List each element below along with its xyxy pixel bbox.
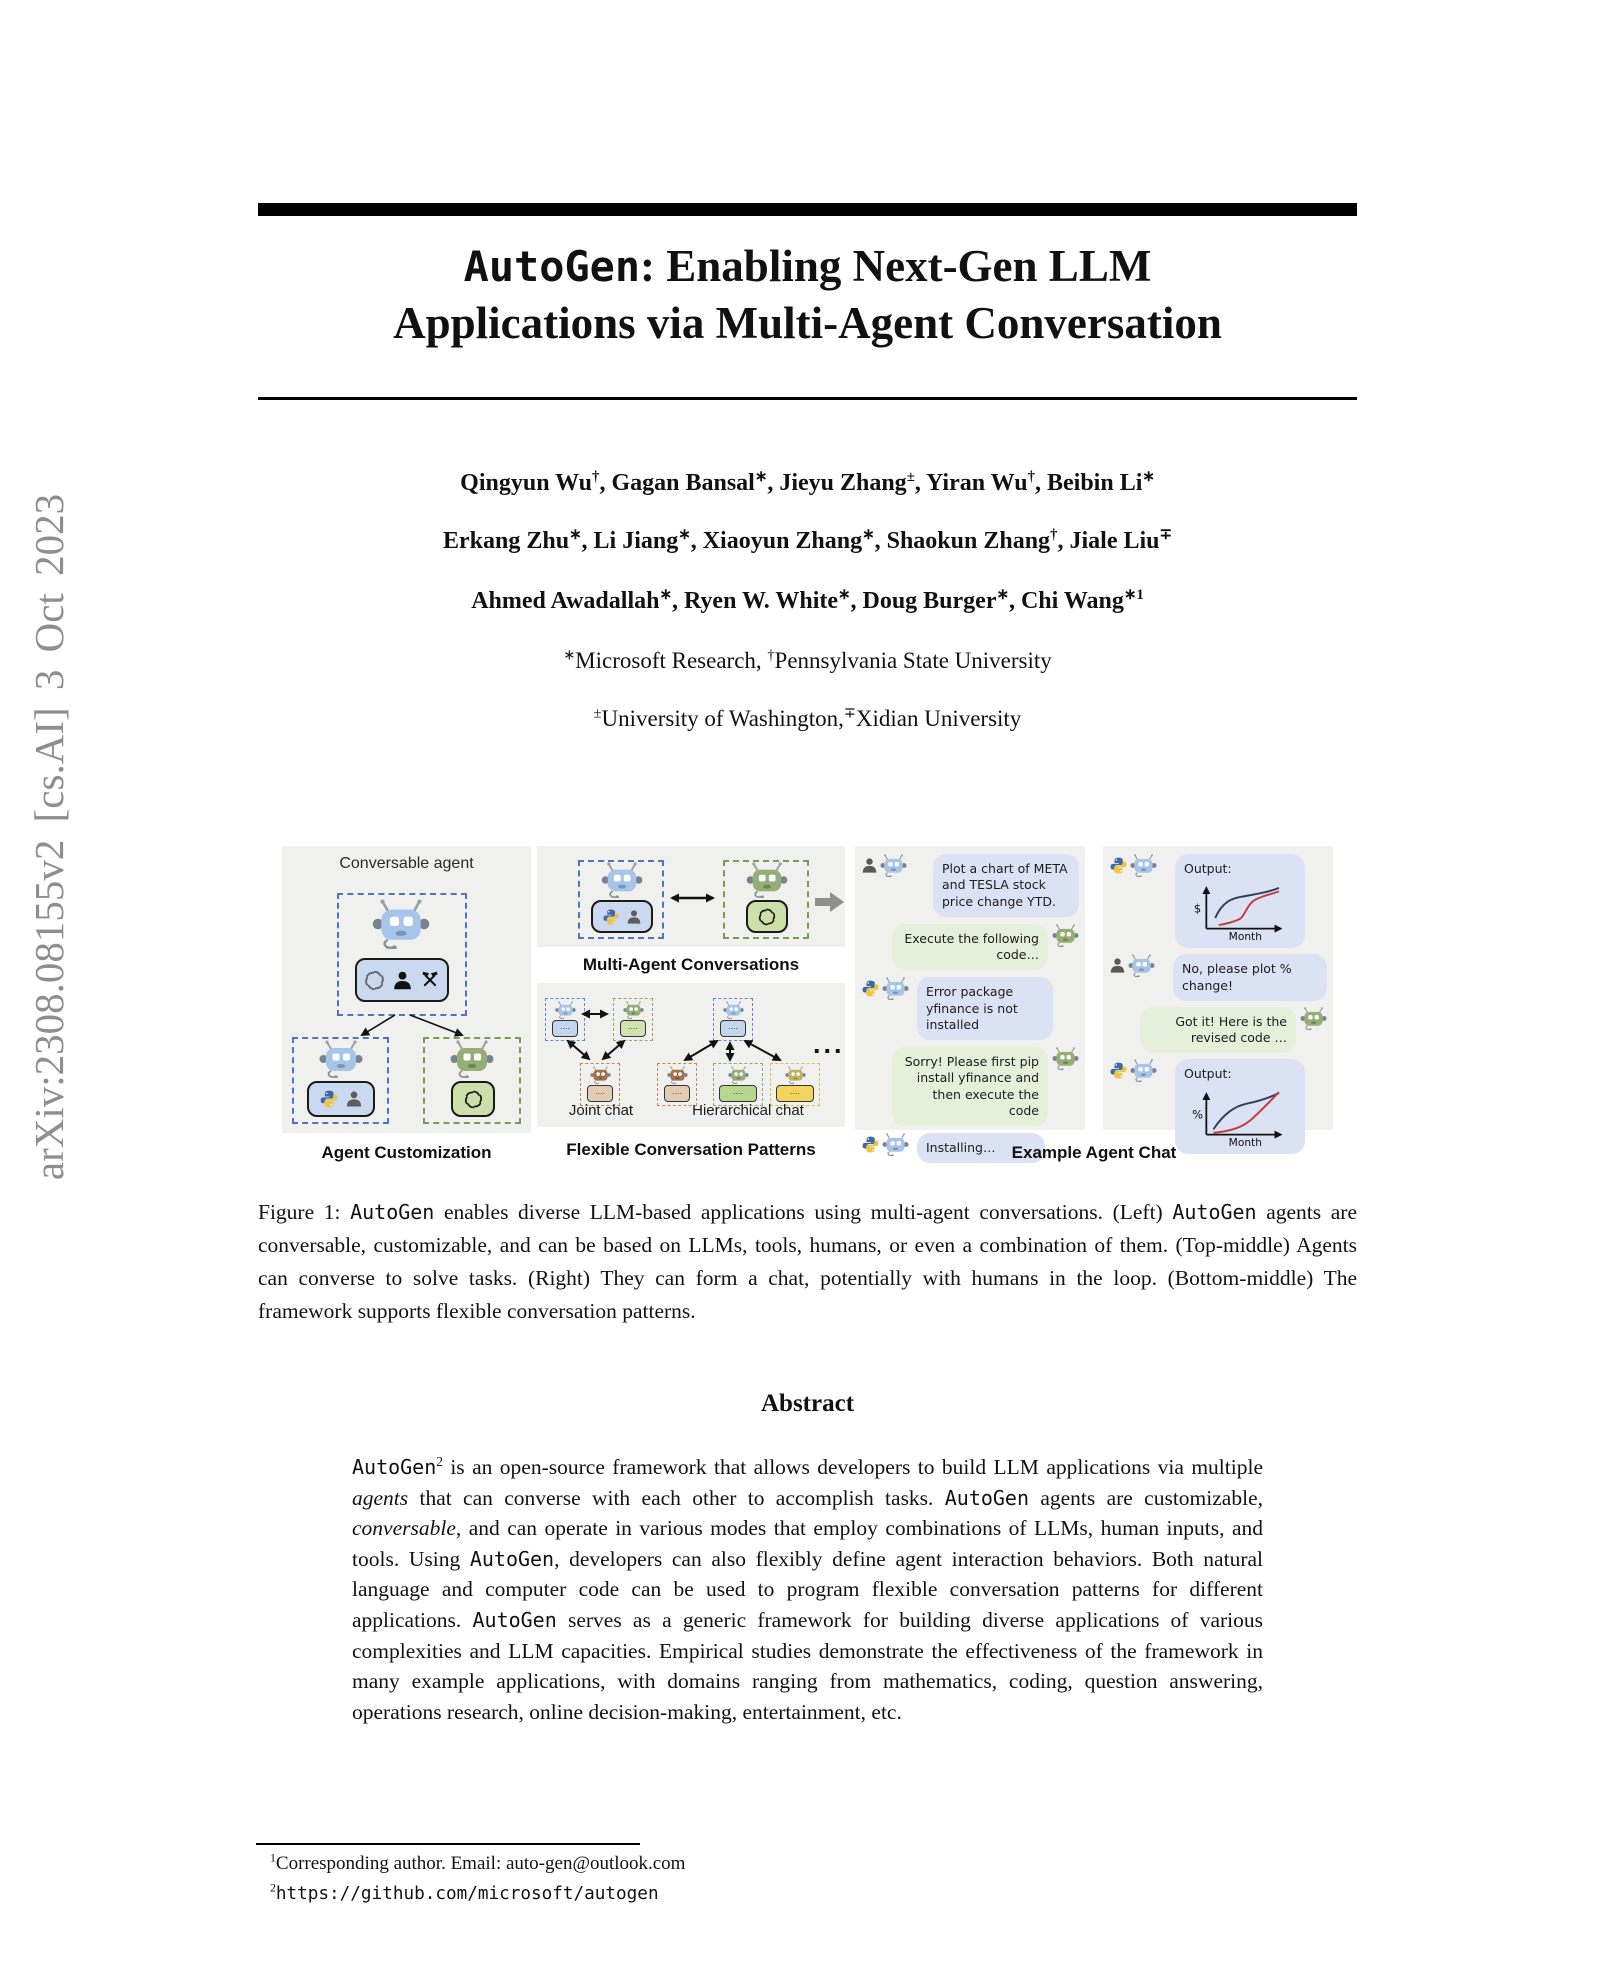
mini-agent-blue	[713, 998, 753, 1041]
chat-bubble-output	[1175, 1059, 1305, 1153]
chat-bubble: Error package yfinance is not installed	[917, 977, 1053, 1040]
label-example-agent-chat: Example Agent Chat	[1011, 1143, 1177, 1162]
conversable-agent-title: Conversable agent	[339, 855, 474, 872]
custom-agent-box-blue	[292, 1037, 389, 1124]
chat-bubble-output	[1175, 854, 1305, 948]
robot-icon-green	[623, 1001, 644, 1019]
tools-icon	[419, 969, 441, 991]
robot-icon-brown	[667, 1066, 688, 1084]
chat-row	[1109, 1007, 1327, 1054]
python-human-box	[307, 1081, 375, 1117]
robot-icon-blue	[372, 899, 430, 949]
chat-row	[861, 924, 1079, 971]
authors-line-3: Ahmed Awadallah∗, Ryen W. White∗, Doug Burger∗, Chi Wang$^{∗1}$	[471, 587, 1144, 614]
user-icon	[1109, 957, 1126, 974]
chat-row	[1109, 854, 1327, 948]
chat-bubble: Got it! Here is the revised code …	[1140, 1007, 1296, 1054]
agent-screen: ....	[776, 1085, 814, 1102]
stock-chart-dollar	[1184, 879, 1296, 941]
agent-screen: ....	[620, 1020, 646, 1037]
agent-screen: ....	[664, 1085, 690, 1102]
label-hierarchical-chat: Hierarchical chat	[692, 1102, 804, 1119]
chat-row-icons	[1109, 854, 1157, 877]
chat-row-icons	[1109, 954, 1155, 977]
chat-row-icons	[861, 854, 907, 877]
agent-screen: ....	[552, 1020, 578, 1037]
human-icon	[392, 970, 413, 991]
output-label: Output:	[1184, 1066, 1232, 1082]
agent-a-box	[578, 860, 664, 939]
paper-title-line1: AutoGen: Enabling Next-Gen LLM	[463, 241, 1152, 291]
chat-row	[861, 977, 1079, 1040]
openai-icon	[363, 969, 386, 992]
robot-icon-green	[745, 862, 789, 898]
robot-icon-green	[1300, 1007, 1327, 1030]
conversable-agent-box	[337, 893, 467, 1016]
robot-icon-blue	[319, 1040, 363, 1078]
agent-b-box	[723, 860, 809, 939]
figure-panel-chat-right	[1103, 846, 1333, 1147]
figure-panel-agent-customization	[282, 846, 531, 1133]
mini-agent-green	[613, 998, 653, 1041]
affiliation-line-2: ±University of Washington,∓Xidian University	[593, 705, 1022, 731]
user-icon	[861, 857, 878, 874]
python-icon	[602, 908, 620, 926]
robot-icon-blue	[555, 1001, 576, 1019]
robot-icon-blue	[1128, 954, 1155, 977]
stock-chart-percent	[1184, 1085, 1296, 1147]
chat-row-icons	[1109, 1059, 1157, 1082]
chat-bubble: Execute the following code…	[892, 924, 1048, 971]
chart-xlabel: Month	[1228, 1135, 1262, 1147]
figure-caption: Figure 1: AutoGen enables diverse LLM-based applications using multi-agent conversations. (Left) AutoGen agents are conversable, customizable, and can be based on LLMs, tools, humans, or even a combination of them. (Top-middle) Agents can converse to solve tasks. (Right) They can form a chat, potentially with humans in the loop. (Bottom-middle) The framework supports flexible conversation patterns.	[258, 1200, 1357, 1323]
chat-row-icons	[1052, 924, 1079, 947]
agent-screen: ....	[719, 1085, 757, 1102]
python-human-box	[591, 900, 653, 933]
figure-panel-conversation-patterns	[537, 983, 845, 1127]
footnote-corresponding-author: $^1$Corresponding author. Email: auto-gen@outlook.com	[270, 1851, 686, 1874]
robot-icon-blue	[723, 1001, 744, 1019]
mini-agent-green	[713, 1063, 763, 1106]
mini-agent-brown	[657, 1063, 697, 1106]
robot-icon-blue	[1130, 854, 1157, 877]
label-agent-customization: Agent Customization	[321, 1143, 492, 1162]
python-icon	[1109, 856, 1128, 875]
chat-row	[861, 854, 1079, 917]
llm-box	[746, 900, 788, 933]
chat-bubble: Installing…	[917, 1133, 1045, 1163]
output-label: Output:	[1184, 861, 1232, 876]
robot-icon-green	[450, 1040, 494, 1078]
abstract-heading: Abstract	[760, 1390, 855, 1417]
paper-title-line2: Applications via Multi-Agent Conversation	[393, 298, 1222, 348]
human-icon	[626, 909, 642, 925]
chat-bubble: Plot a chart of META and TESLA stock price change YTD.	[933, 854, 1079, 917]
llm-box	[451, 1081, 495, 1117]
agent-screen: ....	[587, 1085, 613, 1102]
title-rule-top	[258, 203, 1357, 216]
robot-icon-brown	[590, 1066, 611, 1084]
github-link[interactable]: $^2$https://github.com/microsoft/autogen	[270, 1881, 659, 1904]
label-flexible-conversation-patterns: Flexible Conversation Patterns	[566, 1140, 816, 1159]
authors-line-2: Erkang Zhu∗, Li Jiang∗, Xiaoyun Zhang∗, Shaokun Zhang†, Jiale Liu∓	[443, 527, 1172, 554]
robot-icon-blue	[1130, 1059, 1157, 1082]
capability-box	[355, 958, 449, 1002]
mini-agent-brown	[580, 1063, 620, 1106]
chat-row-icons	[861, 977, 909, 1000]
robot-icon-green	[1052, 924, 1079, 947]
paper-title	[258, 238, 1357, 352]
chat-bubble: Sorry! Please first pip install yfinance and then execute the code	[892, 1047, 1048, 1126]
agent-screen: ....	[720, 1020, 746, 1037]
footnote-rule	[256, 1843, 640, 1845]
mini-agent-blue	[545, 998, 585, 1041]
more-patterns-ellipsis: ...	[813, 1029, 845, 1059]
chart-ylabel: %	[1192, 1107, 1204, 1122]
label-multi-agent-conversations: Multi-Agent Conversations	[582, 955, 800, 974]
authors-line-1: Qingyun Wu†, Gagan Bansal∗, Jieyu Zhang±, Yiran Wu†, Beibin Li∗	[460, 469, 1155, 496]
robot-icon-blue	[880, 854, 907, 877]
affiliation-line-1: ∗Microsoft Research, †Pennsylvania State University	[563, 647, 1052, 673]
chart-ylabel: $	[1193, 901, 1202, 916]
python-icon	[861, 979, 880, 998]
chat-row	[861, 1047, 1079, 1126]
flow-arrow-icon	[815, 892, 845, 912]
robot-icon-blue	[600, 862, 644, 898]
python-icon	[319, 1089, 339, 1109]
chart-xlabel: Month	[1228, 930, 1262, 942]
label-joint-chat: Joint chat	[568, 1102, 634, 1119]
custom-agent-box-green	[423, 1037, 521, 1124]
robot-icon-yellow	[785, 1066, 806, 1084]
abstract-body: AutoGen$^2$ is an open-source framework that allows developers to build LLM applications via multiple agents that can converse with each other to accomplish tasks. AutoGen agents are customizable, conversable, and can operate in various modes that employ combinations of LLMs, human inputs, and tools. Using AutoGen, developers can also flexibly define agent interaction behaviors. Both natural language and computer code can be used to program flexible conversation patterns for different applications. AutoGen serves as a generic framework for building diverse applications of various complexities and LLM capacities. Empirical studies demonstrate the effectiveness of the framework in many example applications, with domains ranging from mathematics, coding, question answering, operations research, online decision-making, entertainment, etc.	[352, 1453, 1263, 1724]
figure-panel-multi-agent	[537, 846, 845, 947]
human-icon	[345, 1090, 363, 1108]
chat-row	[1109, 1059, 1327, 1153]
openai-icon	[463, 1089, 484, 1110]
openai-icon	[757, 907, 777, 927]
chat-row-icons	[1300, 1007, 1327, 1030]
mini-agent-yellow	[770, 1063, 820, 1106]
python-icon	[1109, 1061, 1128, 1080]
chat-row-icons	[1052, 1047, 1079, 1070]
robot-icon-green	[728, 1066, 749, 1084]
robot-icon-green	[1052, 1047, 1079, 1070]
chat-row	[1109, 954, 1327, 1001]
figure-panel-chat-left	[855, 846, 1085, 1155]
chat-bubble: No, please plot % change!	[1173, 954, 1327, 1001]
title-rule-bottom	[258, 397, 1357, 400]
arxiv-watermark: arXiv:2308.08155v2 [cs.AI] 3 Oct 2023	[26, 493, 72, 1181]
robot-icon-blue	[882, 977, 909, 1000]
